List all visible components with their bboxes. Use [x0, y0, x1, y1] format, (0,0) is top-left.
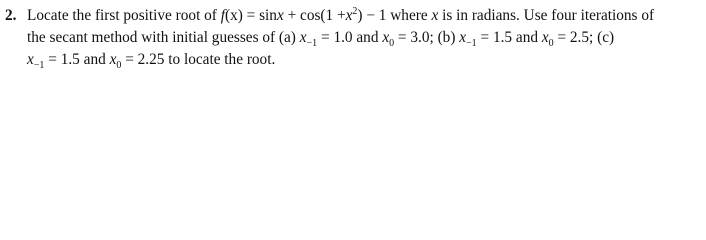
problem-line-3: [5, 49, 701, 71]
guess-a-current: [382, 29, 456, 49]
problem-line-1-tail: is in radians. Use four iterations of: [442, 7, 655, 24]
guess-b-current: [541, 29, 615, 49]
exponent: 2: [352, 6, 358, 17]
function-symbol: f: [220, 7, 225, 24]
value: = 1.5 and: [44, 51, 106, 68]
value: = 1.0 and: [317, 29, 379, 46]
subscript: 0: [548, 38, 554, 49]
variable-x: x: [541, 29, 549, 46]
function-argument: (x): [224, 7, 243, 24]
subscript: −1: [33, 60, 45, 71]
problem-intro: Locate the first positive root of: [27, 7, 217, 24]
variable-x: x: [109, 51, 117, 68]
value: = 2.25 to locate the root.: [121, 51, 276, 68]
variable-x: x: [345, 7, 353, 24]
function-expression: [221, 7, 428, 24]
variable-x: x: [431, 7, 439, 24]
variable-x: x: [276, 7, 284, 24]
method-description: the secant method with initial guesses of (a): [27, 29, 296, 46]
sine-term: = sin: [242, 7, 277, 24]
expression-close: ) − 1 where: [357, 7, 428, 24]
problem-number: 2.: [5, 7, 17, 24]
value: = 1.5 and: [476, 29, 538, 46]
subscript: 0: [389, 38, 395, 49]
guess-b-prev: [459, 29, 538, 49]
value: = 3.0; (b): [394, 29, 456, 46]
variable-x: x: [299, 29, 307, 46]
subscript: −1: [466, 38, 477, 49]
problem-statement: [5, 5, 701, 71]
guess-c-prev: [27, 51, 106, 71]
variable-x: x: [27, 51, 34, 68]
guess-c-current: [109, 51, 276, 71]
guess-a-prev: [299, 29, 379, 49]
subscript: 0: [116, 60, 122, 71]
variable-x: x: [382, 29, 390, 46]
problem-line-2: [5, 27, 701, 49]
problem-line-1: [5, 5, 701, 27]
variable-x: x: [459, 29, 467, 46]
subscript: −1: [306, 38, 318, 49]
value: = 2.5; (c): [553, 29, 615, 46]
cosine-term: + cos(1 +: [283, 7, 346, 24]
